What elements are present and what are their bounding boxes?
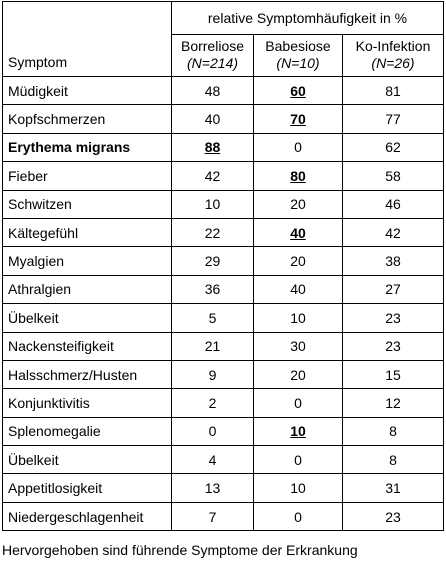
column-header-name: Ko-Infektion <box>355 38 431 54</box>
value-text: 38 <box>385 253 401 270</box>
value-text: 8 <box>389 423 397 440</box>
table-row <box>3 360 444 388</box>
value-text: 20 <box>290 366 306 383</box>
table-row <box>3 190 444 218</box>
value-text: 21 <box>204 338 221 355</box>
value-text: 10 <box>290 480 306 497</box>
table-row <box>3 474 444 502</box>
value-text: 60 <box>290 82 306 99</box>
value-text: 23 <box>385 338 401 355</box>
value-cell <box>254 275 343 303</box>
column-header-n: (N=10) <box>276 55 320 71</box>
value-text: 10 <box>290 423 306 440</box>
value-cell <box>254 105 343 133</box>
column-header-ko-infektion <box>343 35 444 77</box>
table-header-row-group <box>3 2 444 35</box>
value-cell <box>172 446 254 474</box>
value-cell <box>172 332 254 360</box>
footnote: Hervorgehoben sind führende Symptome der Erkrankung <box>2 542 358 558</box>
symptom-cell: Übelkeit <box>3 304 172 332</box>
value-text: 40 <box>290 281 306 298</box>
value-text: 48 <box>204 82 221 99</box>
value-cell <box>172 417 254 445</box>
table-row <box>3 389 444 417</box>
value-cell <box>172 360 254 388</box>
table-row <box>3 332 444 360</box>
value-text: 0 <box>294 139 302 156</box>
table-row <box>3 105 444 133</box>
value-text: 70 <box>290 111 306 128</box>
value-text: 40 <box>290 224 306 241</box>
value-cell <box>254 77 343 105</box>
value-cell <box>172 502 254 530</box>
value-text: 0 <box>208 423 217 440</box>
value-text: 20 <box>290 253 306 270</box>
value-text: 5 <box>208 309 217 326</box>
value-cell <box>254 218 343 246</box>
value-text: 81 <box>385 82 401 99</box>
symptom-cell: Fieber <box>3 162 172 190</box>
symptom-cell: Schwitzen <box>3 190 172 218</box>
value-text: 9 <box>208 366 217 383</box>
value-cell <box>254 133 343 161</box>
value-cell <box>343 304 444 332</box>
value-cell <box>172 162 254 190</box>
value-cell <box>172 304 254 332</box>
frequency-group-header: relative Symptomhäufigkeit in % <box>172 2 444 35</box>
value-text: 30 <box>290 338 306 355</box>
value-cell <box>172 218 254 246</box>
value-cell <box>343 389 444 417</box>
column-header-n: (N=214) <box>187 55 238 71</box>
symptom-cell: Splenomegalie <box>3 417 172 445</box>
value-cell <box>343 190 444 218</box>
value-text: 42 <box>385 224 401 241</box>
value-cell <box>343 77 444 105</box>
value-text: 7 <box>208 508 217 525</box>
symptom-cell: Niedergeschlagenheit <box>3 502 172 530</box>
symptom-column-header: Symptom <box>3 2 172 77</box>
value-cell <box>172 105 254 133</box>
value-text: 10 <box>290 309 306 326</box>
value-text: 80 <box>290 167 306 184</box>
value-cell <box>343 446 444 474</box>
column-header-name: Babesiose <box>265 38 331 54</box>
table-row <box>3 275 444 303</box>
value-cell <box>343 502 444 530</box>
value-cell <box>172 275 254 303</box>
value-cell <box>254 162 343 190</box>
value-cell <box>343 218 444 246</box>
value-text: 22 <box>204 224 221 241</box>
symptom-cell: Kopfschmerzen <box>3 105 172 133</box>
value-text: 36 <box>204 281 221 298</box>
value-cell <box>254 190 343 218</box>
symptom-table <box>2 1 444 531</box>
symptom-cell: Müdigkeit <box>3 77 172 105</box>
value-text: 62 <box>385 139 401 156</box>
value-cell <box>172 389 254 417</box>
value-cell <box>343 474 444 502</box>
value-cell <box>343 133 444 161</box>
value-text: 31 <box>385 480 401 497</box>
table-row <box>3 218 444 246</box>
value-cell <box>172 474 254 502</box>
value-text: 12 <box>385 394 401 411</box>
value-cell <box>254 360 343 388</box>
value-text: 13 <box>204 480 221 497</box>
value-text: 42 <box>204 167 221 184</box>
symptom-cell: Nackensteifigkeit <box>3 332 172 360</box>
value-cell <box>172 133 254 161</box>
value-cell <box>254 332 343 360</box>
table-row <box>3 446 444 474</box>
value-text: 2 <box>208 394 217 411</box>
value-cell <box>343 162 444 190</box>
value-text: 77 <box>385 111 401 128</box>
value-cell <box>254 389 343 417</box>
symptom-table-body <box>3 2 444 531</box>
value-text: 0 <box>294 394 302 411</box>
symptom-cell: Erythema migrans <box>3 133 172 161</box>
column-header-babesiose <box>254 35 343 77</box>
table-row <box>3 247 444 275</box>
column-header-name: Borreliose <box>180 38 245 54</box>
table-row <box>3 417 444 445</box>
value-cell <box>343 360 444 388</box>
value-text: 0 <box>294 451 302 468</box>
value-cell <box>254 304 343 332</box>
value-text: 20 <box>290 196 306 213</box>
value-text: 29 <box>204 253 221 270</box>
value-text: 58 <box>385 167 401 184</box>
symptom-cell: Konjunktivitis <box>3 389 172 417</box>
value-cell <box>254 474 343 502</box>
value-text: 23 <box>385 508 401 525</box>
value-cell <box>254 247 343 275</box>
value-text: 88 <box>204 139 221 156</box>
value-cell <box>254 417 343 445</box>
value-text: 23 <box>385 309 401 326</box>
value-cell <box>254 446 343 474</box>
value-cell <box>343 417 444 445</box>
value-cell <box>172 247 254 275</box>
symptom-cell: Übelkeit <box>3 446 172 474</box>
column-header-borreliose <box>172 35 254 77</box>
symptom-cell: Athralgien <box>3 275 172 303</box>
value-text: 15 <box>385 366 401 383</box>
value-cell <box>343 275 444 303</box>
symptom-cell: Myalgien <box>3 247 172 275</box>
value-cell <box>172 190 254 218</box>
value-text: 40 <box>204 111 221 128</box>
symptom-cell: Appetitlosigkeit <box>3 474 172 502</box>
value-cell <box>343 105 444 133</box>
value-cell <box>172 77 254 105</box>
value-text: 46 <box>385 196 401 213</box>
table-row <box>3 162 444 190</box>
symptom-cell: Halsschmerz/Husten <box>3 360 172 388</box>
value-cell <box>343 332 444 360</box>
value-text: 8 <box>389 451 397 468</box>
symptom-cell: Kältegefühl <box>3 218 172 246</box>
value-text: 10 <box>204 196 221 213</box>
value-cell <box>343 247 444 275</box>
column-header-n: (N=26) <box>371 55 415 71</box>
value-cell <box>254 502 343 530</box>
table-row <box>3 304 444 332</box>
table-row <box>3 133 444 161</box>
table-row <box>3 77 444 105</box>
table-row <box>3 502 444 530</box>
value-text: 27 <box>385 281 401 298</box>
value-text: 0 <box>294 508 302 525</box>
value-text: 4 <box>208 451 217 468</box>
